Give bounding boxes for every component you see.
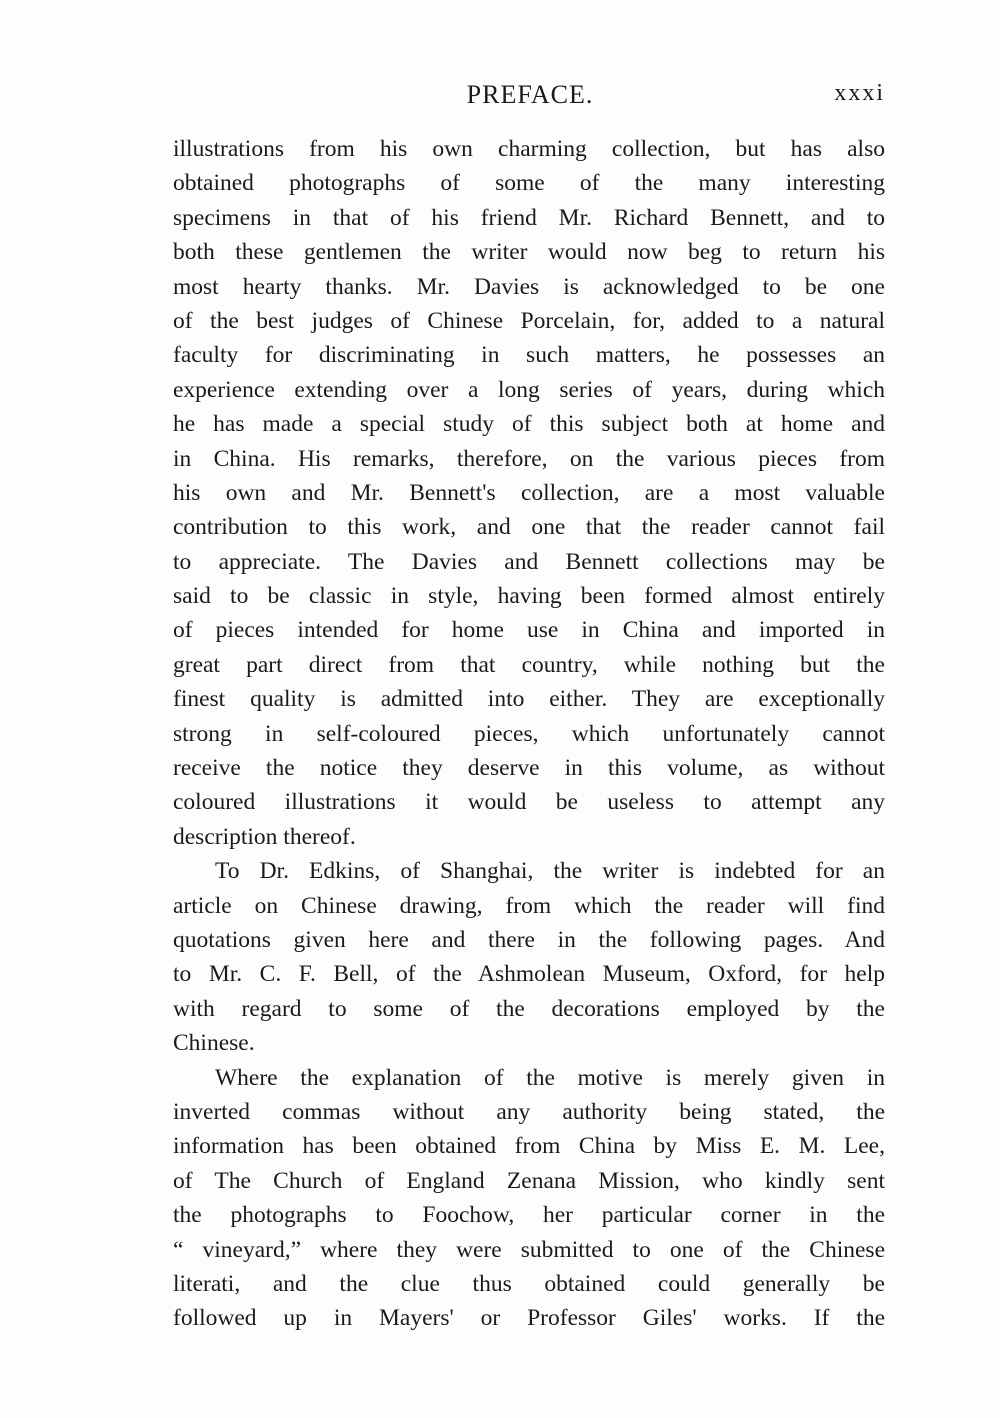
text-line: faculty for discriminating in such matters, he possesses an [173, 342, 885, 369]
running-head [175, 80, 885, 114]
text-line: followed up in Mayers' or Professor Giles' works. If the [173, 1305, 885, 1332]
text-line: coloured illustrations it would be useless to attempt any [173, 789, 885, 816]
text-line: illustrations from his own charming collection, but has also [173, 136, 885, 162]
text-line: strong in self-coloured pieces, which unfortunately cannot [173, 720, 885, 747]
page-title: PREFACE. [466, 80, 594, 109]
text-line: to Mr. C. F. Bell, of the Ashmolean Museum, Oxford, for help [173, 961, 885, 988]
page-number: xxxi [834, 80, 885, 106]
text-line: said to be classic in style, having been formed almost entirely [173, 583, 885, 610]
paragraph [173, 1061, 885, 1336]
text-line: article on Chinese drawing, from which the reader will find [173, 892, 885, 919]
text-line: description thereof. [173, 823, 356, 850]
text-line: Chinese. [173, 1030, 255, 1057]
paragraph [173, 854, 885, 1060]
text-line: To Dr. Edkins, of Shanghai, the writer is indebted for an [215, 858, 885, 885]
text-line: finest quality is admitted into either. They are exceptionally [173, 686, 885, 713]
text-line: he has made a special study of this subject both at home and [173, 411, 885, 438]
text-line: both these gentlemen the writer would now beg to return his [173, 239, 885, 266]
text-line: the photographs to Foochow, her particular corner in the [173, 1202, 885, 1229]
text-line: of the best judges of Chinese Porcelain, for, added to a natural [173, 307, 885, 334]
text-line: obtained photographs of some of the many interesting [173, 170, 885, 197]
text-line: to appreciate. The Davies and Bennett collections may be [173, 548, 885, 575]
text-line: quotations given here and there in the following pages. And [173, 926, 885, 953]
text-line: with regard to some of the decorations employed by the [173, 995, 885, 1022]
text-line: information has been obtained from China by Miss E. M. Lee, [173, 1133, 885, 1160]
text-line: of pieces intended for home use in China and imported in [173, 617, 885, 644]
text-line: Where the explanation of the motive is merely given in [215, 1064, 885, 1091]
text-line: experience extending over a long series of years, during which [173, 376, 885, 403]
text-line: receive the notice they deserve in this volume, as without [173, 755, 885, 782]
text-line: his own and Mr. Bennett's collection, are a most valuable [173, 479, 885, 506]
text-line: specimens in that of his friend Mr. Richard Bennett, and to [173, 204, 885, 231]
body-text [173, 132, 885, 1336]
text-line: inverted commas without any authority being stated, the [173, 1098, 885, 1125]
text-line: contribution to this work, and one that the reader cannot fail [173, 514, 885, 541]
text-line: in China. His remarks, therefore, on the various pieces from [173, 445, 885, 472]
text-line: “ vineyard,” where they were submitted to one of the Chinese [173, 1236, 885, 1263]
text-line: most hearty thanks. Mr. Davies is acknowledged to be one [173, 273, 885, 300]
text-line: of The Church of England Zenana Mission, who kindly sent [173, 1167, 885, 1194]
text-line: great part direct from that country, while nothing but the [173, 651, 885, 678]
paragraph [173, 132, 885, 854]
text-line: literati, and the clue thus obtained could generally be [173, 1270, 885, 1297]
